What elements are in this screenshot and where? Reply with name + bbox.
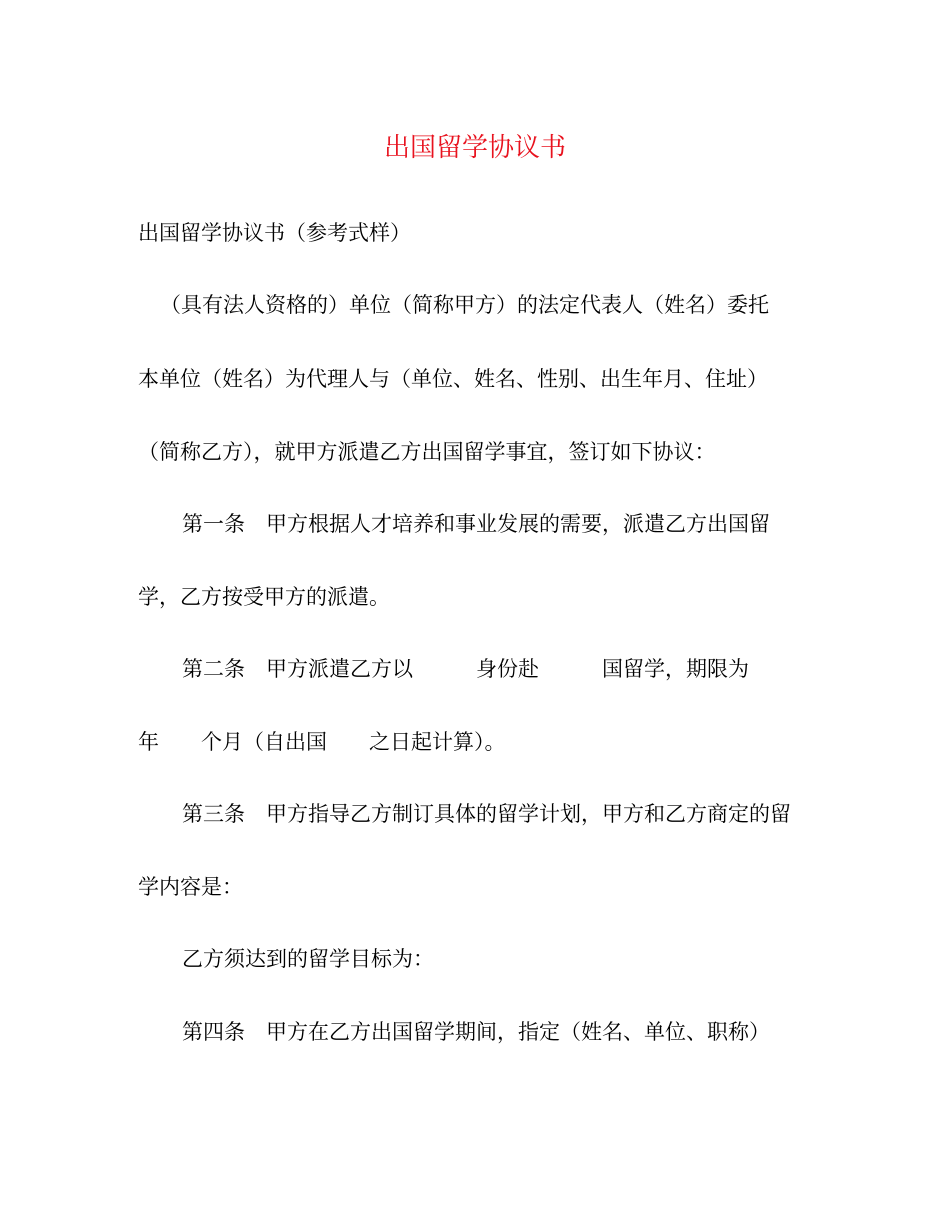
article-1-line: 学，乙方按受甲方的派遣。 — [138, 585, 390, 609]
article-4-line: 第四条 甲方在乙方出国留学期间，指定（姓名、单位、职称） — [182, 1020, 770, 1044]
article-2-line: 年 个月（自出国 之日起计算）。 — [138, 730, 506, 754]
article-3-line: 学内容是： — [138, 875, 243, 899]
article-2-line: 第二条 甲方派遣乙方以 身份赴 国留学，期限为 — [182, 657, 749, 681]
document-title: 出国留学协议书 — [383, 133, 566, 163]
subtitle-line: 出国留学协议书（参考式样） — [138, 221, 411, 245]
paragraph-line: （具有法人资格的）单位（简称甲方）的法定代表人（姓名）委托 — [160, 293, 769, 317]
article-1-line: 第一条 甲方根据人才培养和事业发展的需要，派遣乙方出国留 — [182, 512, 770, 536]
paragraph-line: （简称乙方），就甲方派遣乙方出国留学事宜，签订如下协议： — [138, 440, 716, 464]
article-3-line: 第三条 甲方指导乙方制订具体的留学计划，甲方和乙方商定的留 — [182, 802, 791, 826]
goal-line: 乙方须达到的留学目标为： — [182, 947, 434, 971]
paragraph-line: 本单位（姓名）为代理人与（单位、姓名、性别、出生年月、住址） — [138, 367, 768, 391]
